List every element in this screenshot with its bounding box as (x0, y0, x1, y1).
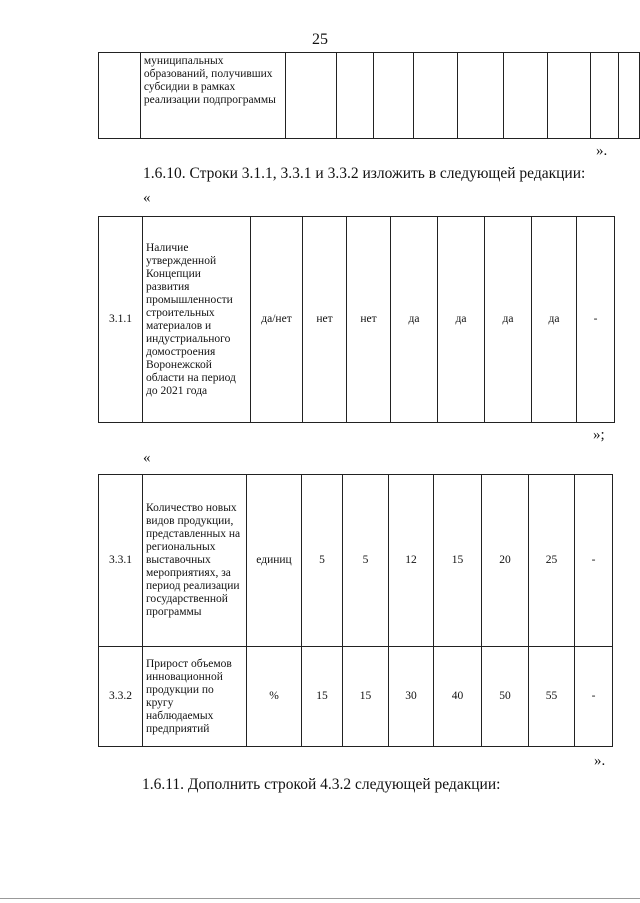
indicator-name-cell: Наличие утвержденной Концепции развития промышленности строительных материалов и индустриального домостроения Воронежской области на период до 2021 года (143, 217, 251, 423)
value-cell: 50 (482, 647, 529, 747)
page-edge-line (0, 898, 640, 899)
value-cell (503, 53, 548, 139)
opening-quote: « (143, 190, 151, 206)
unit-cell: да/нет (251, 217, 303, 423)
value-cell: 15 (302, 647, 343, 747)
value-cell: 5 (302, 475, 343, 647)
table-top (98, 52, 640, 139)
value-cell: 12 (389, 475, 434, 647)
paragraph-1-6-11: 1.6.11. Дополнить строкой 4.3.2 следующей редакции: (142, 776, 501, 793)
table-row (99, 475, 613, 647)
value-cell: да (438, 217, 485, 423)
row-num-cell (99, 53, 141, 139)
opening-quote: « (143, 450, 151, 466)
value-cell: нет (303, 217, 347, 423)
page-number: 25 (312, 31, 328, 48)
value-cell: да (532, 217, 577, 423)
row-num-cell: 3.3.2 (99, 647, 143, 747)
value-cell: 40 (434, 647, 482, 747)
value-cell (374, 53, 414, 139)
value-cell: 5 (343, 475, 389, 647)
value-cell: - (575, 647, 613, 747)
value-cell: да (485, 217, 532, 423)
unit-cell: единиц (247, 475, 302, 647)
value-cell: 15 (343, 647, 389, 747)
row-num-cell: 3.3.1 (99, 475, 143, 647)
value-cell: нет (347, 217, 391, 423)
value-cell (548, 53, 591, 139)
value-cell: 30 (389, 647, 434, 747)
table-row (99, 217, 615, 423)
value-cell: 15 (434, 475, 482, 647)
value-cell (336, 53, 373, 139)
value-cell (414, 53, 458, 139)
table-3-3 (98, 474, 613, 747)
indicator-name-cell: Прирост объемов инновационной продукции по кругу наблюдаемых предприятий (143, 647, 247, 747)
indicator-name-cell: муниципальных образований, получивших субсидии в рамках реализации подпрограммы (140, 53, 285, 139)
value-cell: - (577, 217, 615, 423)
indicator-name-cell: Количество новых видов продукции, представленных на региональных выставочных мероприятиях, за период реализации государственной программы (143, 475, 247, 647)
value-cell: 25 (529, 475, 575, 647)
value-cell (591, 53, 619, 139)
value-cell: 20 (482, 475, 529, 647)
value-cell: - (575, 475, 613, 647)
value-cell (618, 53, 639, 139)
paragraph-1-6-10: 1.6.10. Строки 3.1.1, 3.3.1 и 3.3.2 изложить в следующей редакции: (143, 165, 586, 182)
row-num-cell: 3.1.1 (99, 217, 143, 423)
unit-cell: % (247, 647, 302, 747)
closing-quote: ». (594, 753, 606, 769)
closing-quote: ». (596, 143, 608, 159)
value-cell (457, 53, 503, 139)
table-3-1-1 (98, 216, 615, 423)
value-cell: 55 (529, 647, 575, 747)
value-cell: да (391, 217, 438, 423)
unit-cell (285, 53, 336, 139)
closing-quote: »; (593, 427, 605, 443)
table-row (99, 647, 613, 747)
table-row (99, 53, 640, 139)
